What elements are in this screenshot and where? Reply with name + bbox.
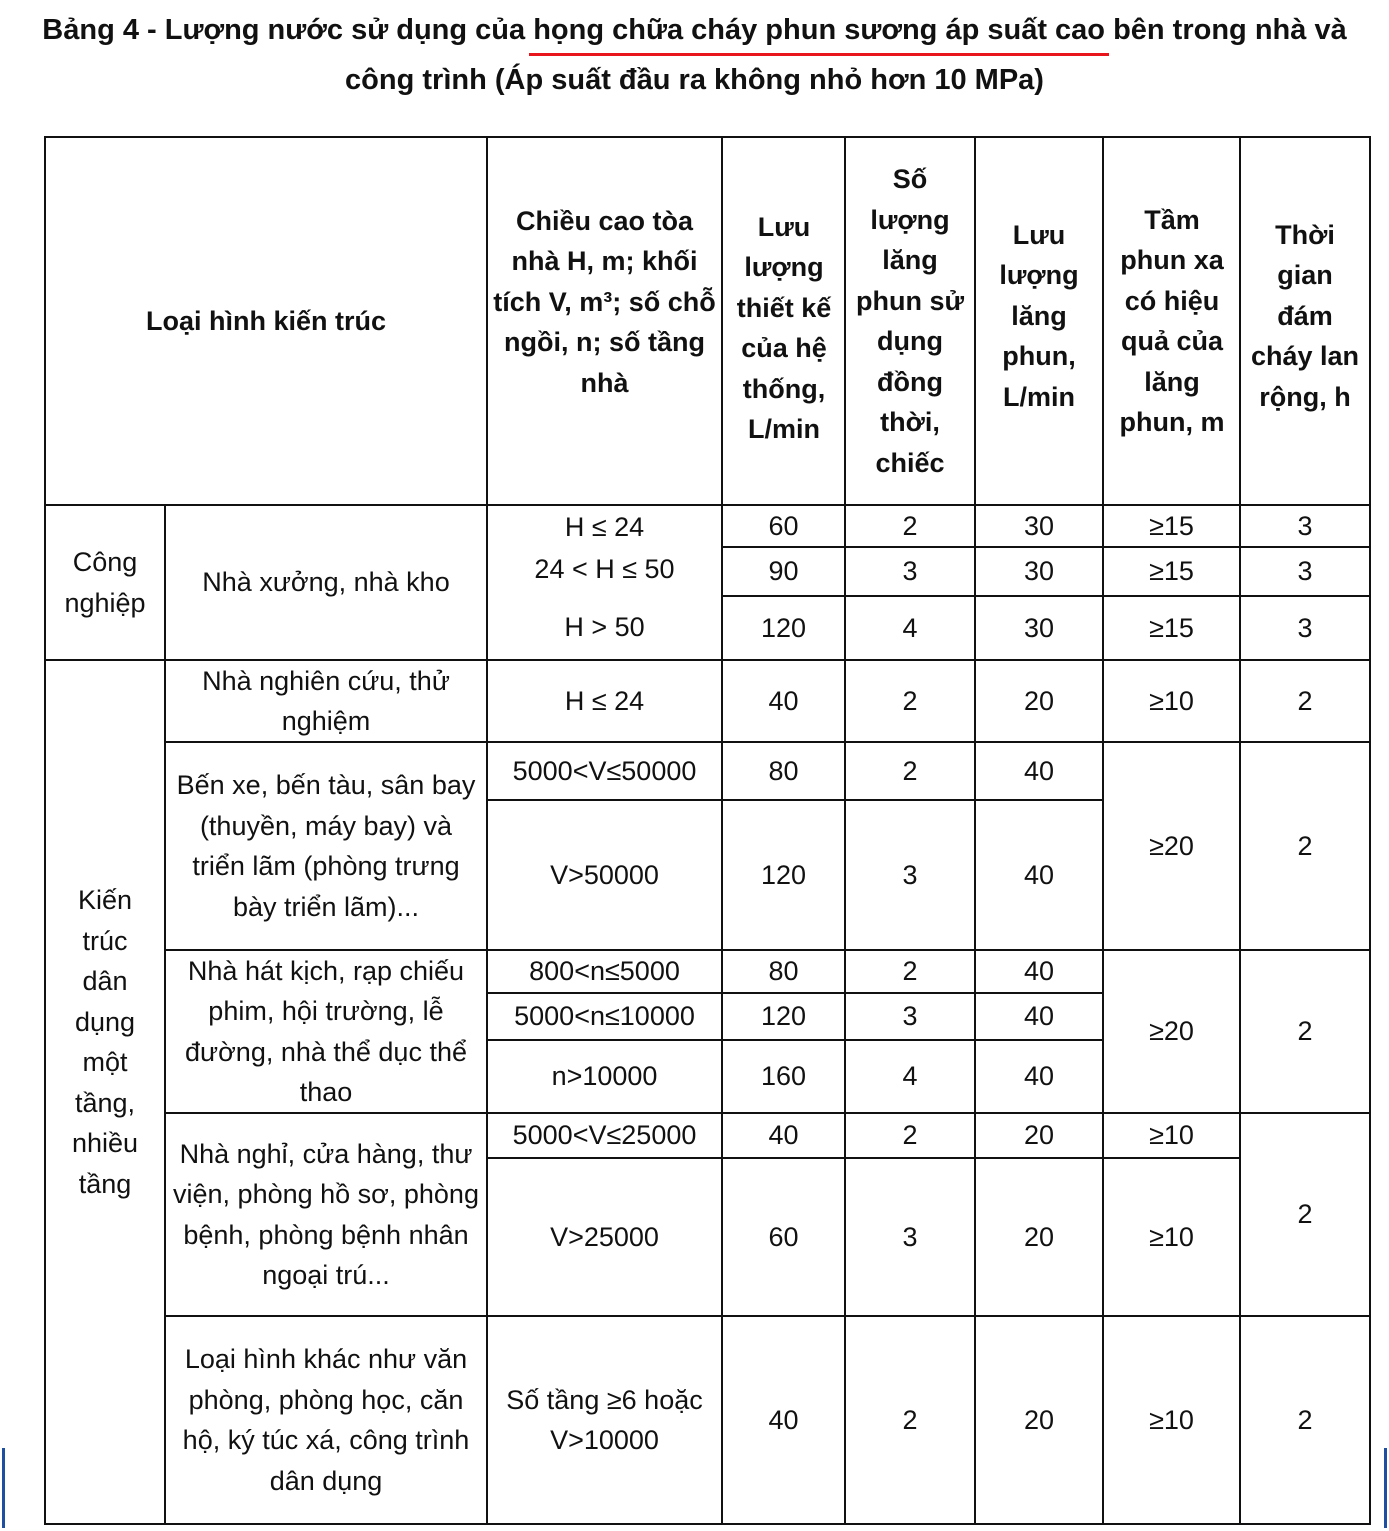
count-row-7: 2 (902, 956, 918, 987)
flow-row-11: 60 (768, 1221, 799, 1252)
subtype-hotel: Nhà nghỉ, cửa hàng, thư viện, phòng hồ sơ, phòng bệnh, phòng bệnh nhân ngoại trú... (173, 1138, 479, 1290)
nflow-row-2: 30 (1023, 556, 1055, 587)
subtype-research: Nhà nghiên cứu, thử nghiệm (202, 665, 450, 736)
time-row-12: 2 (1297, 1404, 1313, 1435)
nflow-row-4: 20 (1023, 685, 1055, 716)
time-station: 2 (1297, 830, 1313, 861)
time-hotel: 2 (1297, 1199, 1313, 1230)
header-nozzles: Số lượng lăng phun sử dụng đồng thời, chiếc (855, 164, 965, 478)
nflow-row-3: 30 (1023, 612, 1055, 643)
flow-row-1: 60 (768, 510, 799, 541)
range-theater: ≥20 (1149, 1016, 1194, 1047)
flow-row-2: 90 (768, 556, 799, 587)
range-row-2: ≥15 (1149, 556, 1194, 587)
count-row-11: 3 (902, 1221, 918, 1252)
range-row-12: ≥10 (1149, 1404, 1194, 1435)
cond-row-7: 800<n≤5000 (529, 956, 680, 987)
count-row-5: 2 (902, 755, 918, 786)
cond-row-3: H > 50 (564, 612, 645, 643)
count-row-10: 2 (902, 1120, 918, 1151)
subtype-other: Loại hình khác như văn phòng, phòng học, căn hộ, ký túc xá, công trình dân dụng (182, 1344, 470, 1496)
flow-row-12: 40 (768, 1404, 799, 1435)
header-type: Loại hình kiến trúc (145, 305, 387, 336)
cond-row-5: 5000<V≤50000 (512, 755, 697, 786)
count-row-6: 3 (902, 859, 918, 890)
title-prefix: Bảng 4 - Lượng nước sử dụng của (42, 14, 534, 46)
range-row-11: ≥10 (1149, 1221, 1194, 1252)
nflow-row-10: 20 (1023, 1120, 1055, 1151)
header-duration: Thời gian đám cháy lan rộng, h (1250, 219, 1360, 412)
cond-row-4: H ≤ 24 (564, 685, 645, 716)
header-height: Chiều cao tòa nhà H, m; khối tích V, m³; số chỗ ngồi, n; số tầng nhà (493, 205, 716, 398)
range-row-3: ≥15 (1149, 612, 1194, 643)
flow-row-6: 120 (760, 859, 807, 890)
count-row-9: 4 (902, 1061, 918, 1092)
count-row-12: 2 (902, 1404, 918, 1435)
group-industrial: Công nghiệp (64, 547, 146, 618)
nflow-row-11: 20 (1023, 1221, 1055, 1252)
flow-row-3: 120 (760, 612, 807, 643)
cond-row-11: V>25000 (550, 1221, 659, 1252)
time-row-1: 3 (1297, 510, 1313, 541)
cond-row-8: 5000<n≤10000 (514, 1001, 695, 1032)
flow-row-9: 160 (760, 1061, 807, 1092)
cond-row-1: H ≤ 24 (564, 512, 645, 543)
flow-row-7: 80 (768, 956, 799, 987)
cond-row-6: V>50000 (550, 859, 659, 890)
subtype-station: Bến xe, bến tàu, sân bay (thuyền, máy bay) và triển lãm (phòng trưng bày triển lãm)... (176, 770, 476, 922)
count-row-2: 3 (902, 556, 918, 587)
cond-row-2: 24 < H ≤ 50 (534, 554, 675, 585)
nflow-row-1: 30 (1023, 510, 1055, 541)
flow-row-8: 120 (760, 1001, 807, 1032)
flow-row-5: 80 (768, 755, 799, 786)
subtype-theater: Nhà hát kịch, rạp chiếu phim, hội trường, lễ đường, nhà thể dục thể thao (185, 955, 467, 1107)
time-row-4: 2 (1297, 685, 1313, 716)
table-title-line2: công trình (Áp suất đầu ra không nhỏ hơn 10 MPa) (345, 64, 1044, 96)
flow-row-4: 40 (768, 685, 799, 716)
nflow-row-5: 40 (1023, 755, 1055, 786)
range-row-10: ≥10 (1149, 1120, 1194, 1151)
subtype-factory: Nhà xưởng, nhà kho (202, 567, 450, 598)
count-row-8: 3 (902, 1001, 918, 1032)
nflow-row-7: 40 (1023, 956, 1055, 987)
time-row-3: 3 (1297, 612, 1313, 643)
nflow-row-8: 40 (1023, 1001, 1055, 1032)
flow-row-10: 40 (768, 1120, 799, 1151)
nflow-row-6: 40 (1023, 859, 1055, 890)
cond-row-10: 5000<V≤25000 (512, 1120, 697, 1151)
nflow-row-9: 40 (1023, 1061, 1055, 1092)
header-range: Tầm phun xa có hiệu quả của lăng phun, m (1119, 204, 1225, 437)
range-station: ≥20 (1149, 830, 1194, 861)
nflow-row-12: 20 (1023, 1404, 1055, 1435)
header-design-flow: Lưu lượng thiết kế của hệ thống, L/min (736, 211, 832, 444)
time-theater: 2 (1297, 1016, 1313, 1047)
header-nozzle-flow: Lưu lượng lăng phun, L/min (999, 219, 1079, 412)
cond-row-12: Số tầng ≥6 hoặc V>10000 (506, 1384, 703, 1455)
cond-row-9: n>10000 (551, 1061, 658, 1092)
count-row-1: 2 (902, 510, 918, 541)
count-row-4: 2 (902, 685, 918, 716)
left-edge-line (2, 1448, 5, 1528)
count-row-3: 4 (902, 612, 918, 643)
right-edge-line (1384, 1448, 1387, 1528)
range-row-4: ≥10 (1149, 685, 1194, 716)
group-civil: Kiến trúc dân dụng một tầng, nhiều tầng (71, 885, 139, 1199)
title-highlight: họng chữa cháy phun sương áp suất cao (533, 14, 1106, 46)
range-row-1: ≥15 (1149, 510, 1194, 541)
title-suffix: bên trong nhà và (1105, 14, 1347, 46)
time-row-2: 3 (1297, 556, 1313, 587)
